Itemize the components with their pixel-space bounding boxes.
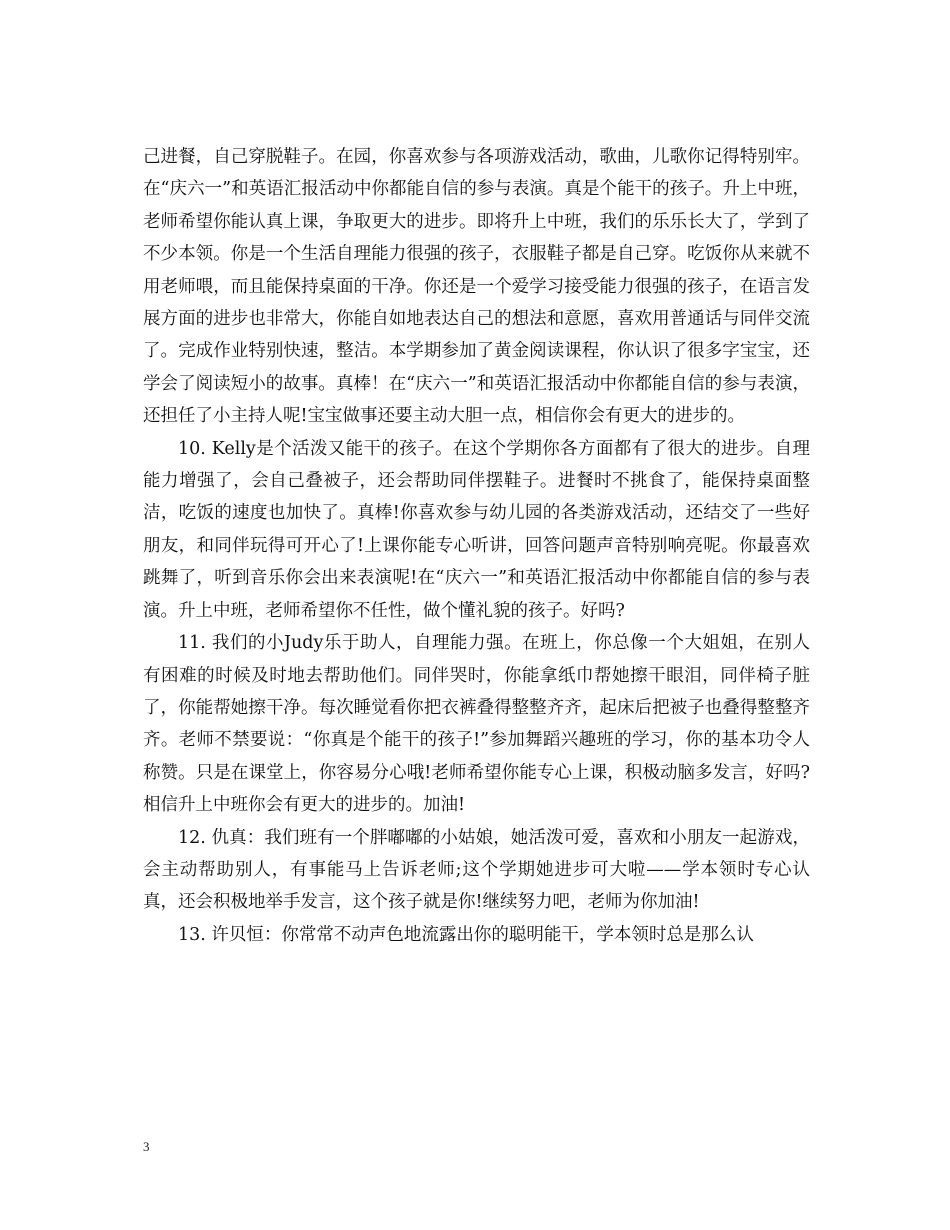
page-number: 3	[143, 1139, 150, 1154]
paragraph-item-13: 13. 许贝恒：你常常不动声色地流露出你的聪明能干，学本领时总是那么认	[178, 924, 754, 945]
document-body	[143, 141, 810, 951]
paragraph-item-10: 10. Kelly是个活泼又能干的孩子。在这个学期你各方面都有了很大的进步。自理能力增强了，会自己叠被子，还会帮助同伴摆鞋子。进餐时不挑食了，能保持桌面整洁，吃饭的速度也加快了。真棒!你喜欢参与幼儿园的各类游戏活动，还结交了一些好朋友，和同伴玩得可开心了!上课你能专心听讲，回答问题声音特别响亮呢。你最喜欢跳舞了，听到音乐你会出来表演呢!在“庆六一”和英语汇报活动中你都能自信的参与表演。升上中班，老师希望你不任性，做个懂礼貌的孩子。好吗?	[143, 438, 810, 621]
paragraph-continuation: 己进餐，自己穿脱鞋子。在园，你喜欢参与各项游戏活动，歌曲，儿歌你记得特别牢。在“庆六一”和英语汇报活动中你都能自信的参与表演。真是个能干的孩子。升上中班，老师希望你能认真上课，争取更大的进步。即将升上中班，我们的乐乐长大了，学到了不少本领。你是一个生活自理能力很强的孩子，衣服鞋子都是自己穿。吃饭你从来就不用老师喂，而且能保持桌面的干净。你还是一个爱学习接受能力很强的孩子，在语言发展方面的进步也非常大，你能自如地表达自己的想法和意愿，喜欢用普通话与同伴交流了。完成作业特别快速，整洁。本学期参加了黄金阅读课程，你认识了很多字宝宝，还学会了阅读短小的故事。真棒！在“庆六一”和英语汇报活动中你都能自信的参与表演，还担任了小主持人呢!宝宝做事还要主动大胆一点，相信你会有更大的进步的。	[143, 147, 810, 427]
paragraph-item-12: 12. 仇真：我们班有一个胖嘟嘟的小姑娘，她活泼可爱，喜欢和小朋友一起游戏，会主动帮助别人，有事能马上告诉老师;这个学期她进步可大啦——学本领时专心认真，还会积极地举手发言，这个孩子就是你!继续努力吧，老师为你加油!	[143, 827, 810, 913]
paragraph-item-11: 11. 我们的小Judy乐于助人，自理能力强。在班上，你总像一个大姐姐，在别人有困难的时候及时地去帮助他们。同伴哭时，你能拿纸巾帮她擦干眼泪，同伴椅子脏了，你能帮她擦干净。每次睡觉看你把衣裤叠得整整齐齐，起床后把被子也叠得整整齐齐。老师不禁要说：“你真是个能干的孩子!”参加舞蹈兴趣班的学习，你的基本功令人称赞。只是在课堂上，你容易分心哦!老师希望你能专心上课，积极动脑多发言，好吗?相信升上中班你会有更大的进步的。加油!	[143, 633, 810, 816]
